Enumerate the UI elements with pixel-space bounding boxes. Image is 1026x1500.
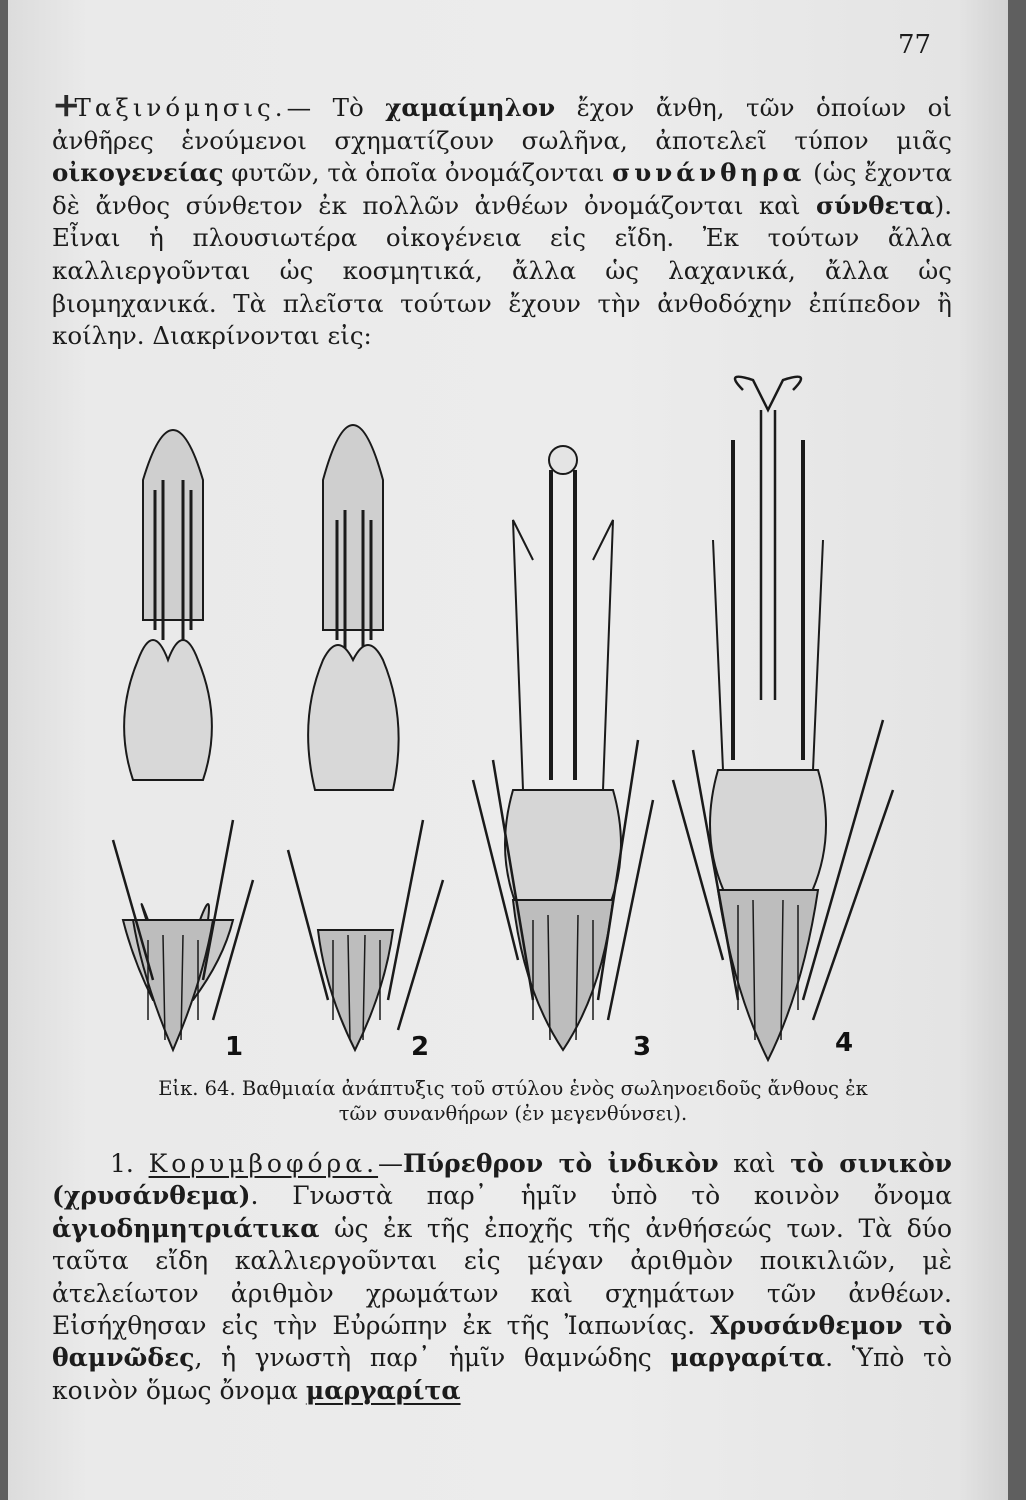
term-margarita-2: μαργαρίτα (305, 1375, 461, 1405)
s1-text-3: . Γνωστὰ παρ᾽ ἡμῖν ὑπὸ τὸ κοινὸν ὄνομα (250, 1181, 952, 1211)
intro-text-3: φυτῶν, τὰ ὁποῖα ὀνομάζονται (223, 158, 613, 188)
flower-drawing-1 (113, 430, 253, 1050)
caption-line-1: Εἰκ. 64. Βαθμιαία ἀνάπτυξις τοῦ στύλου ἑνὸς σωληνοειδοῦς ἄνθους ἐκ (158, 1077, 868, 1100)
section-1-heading: Κορυμβοφόρα. (148, 1149, 379, 1178)
flower-drawing-3 (473, 446, 653, 1050)
flower-drawings-svg (93, 360, 913, 1070)
intro-text-1: — Τὸ (286, 93, 386, 122)
figure-label-1: 1 (225, 1032, 244, 1062)
section-1-paragraph (52, 1148, 952, 1407)
page-number: 77 (898, 30, 932, 60)
s1-text-5: , ἡ γνωστὴ παρ᾽ ἡμῖν θαμνώδης (194, 1343, 671, 1373)
section-number: 1. (110, 1149, 149, 1178)
figure-label-2: 2 (411, 1032, 430, 1062)
handwritten-cross-mark: + (52, 85, 81, 125)
term-chamomile: χαμαίμηλον (385, 93, 556, 122)
s1-text-6: . Ὑπὸ τὸ κοινὸν ὅμως ὄνομα (52, 1343, 953, 1405)
flower-style-illustration (93, 360, 913, 1070)
term-agiodimitriatika: ἁγιοδημητριάτικα (52, 1213, 320, 1243)
flower-drawing-4 (673, 377, 893, 1060)
term-synanthera: συνάνθηρα (612, 158, 806, 188)
figure-label-4: 4 (835, 1028, 854, 1058)
flower-drawing-2 (288, 425, 443, 1050)
book-page (8, 0, 1008, 1500)
intro-paragraph (52, 85, 952, 353)
term-margarita: μαργαρίτα (670, 1343, 826, 1373)
term-family: οἰκογενείας (52, 158, 224, 188)
term-composite: σύνθετα (816, 190, 935, 220)
figure-caption (103, 1076, 923, 1126)
intro-text-5: ). Εἶναι ἡ πλουσιωτέρα οἰκογένεια εἰς εἴδη. Ἐκ τούτων ἄλλα καλλιεργοῦνται ὡς κοσμητικά, ἄλλα ὡς λαχανικά, ἄλλα ὡς βιομηχανικά. Τὰ πλεῖστα τούτων ἔχουν τὴν ἀνθοδόχην ἐπίπεδον ἢ κοίλην. Διακρίνονται εἰς: (52, 190, 952, 351)
s1-text-2: καὶ (718, 1149, 791, 1178)
term-chrysanthemum-frutescens: Χρυσάνθεμον τὸ θαμνῶδες (52, 1311, 952, 1373)
intro-text-4: (ὡς ἔχοντα δὲ ἄνθος σύνθετον ἐκ πολλῶν ἀνθέων ὀνομάζονται καὶ (52, 158, 952, 220)
s1-text-4: ὡς ἐκ τῆς ἐποχῆς τῆς ἀνθήσεώς των. Τὰ δύο ταῦτα εἴδη καλλιεργοῦνται εἰς μέγαν ἀριθμὸν ποικιλιῶν, μὲ ἀτελείωτον ἀριθμὸν χρωμάτων καὶ σχημάτων τῶν ἀνθέων. Εἰσήχθησαν εἰς τὴν Εὐρώπην ἐκ τῆς Ἰαπωνίας. (52, 1213, 952, 1341)
s1-text-1: — (378, 1149, 404, 1178)
section-heading: Ταξινόμησις. (74, 93, 287, 122)
figure-label-3: 3 (633, 1032, 652, 1062)
term-pyrethrum-sinicum: τὸ σινικὸν (χρυσάνθεμα) (52, 1149, 952, 1211)
caption-line-2: τῶν συνανθήρων (ἐν μεγενθύνσει). (338, 1102, 688, 1125)
intro-text-2: ἔχον ἄνθη, τῶν ὁποίων οἱ ἀνθῆρες ἑνούμενοι σχηματίζουν σωλῆνα, ἀποτελεῖ τύπον μιᾶς (52, 93, 952, 155)
term-pyrethrum-indicum: Πύρεθρον τὸ ἰνδικὸν (403, 1149, 719, 1178)
